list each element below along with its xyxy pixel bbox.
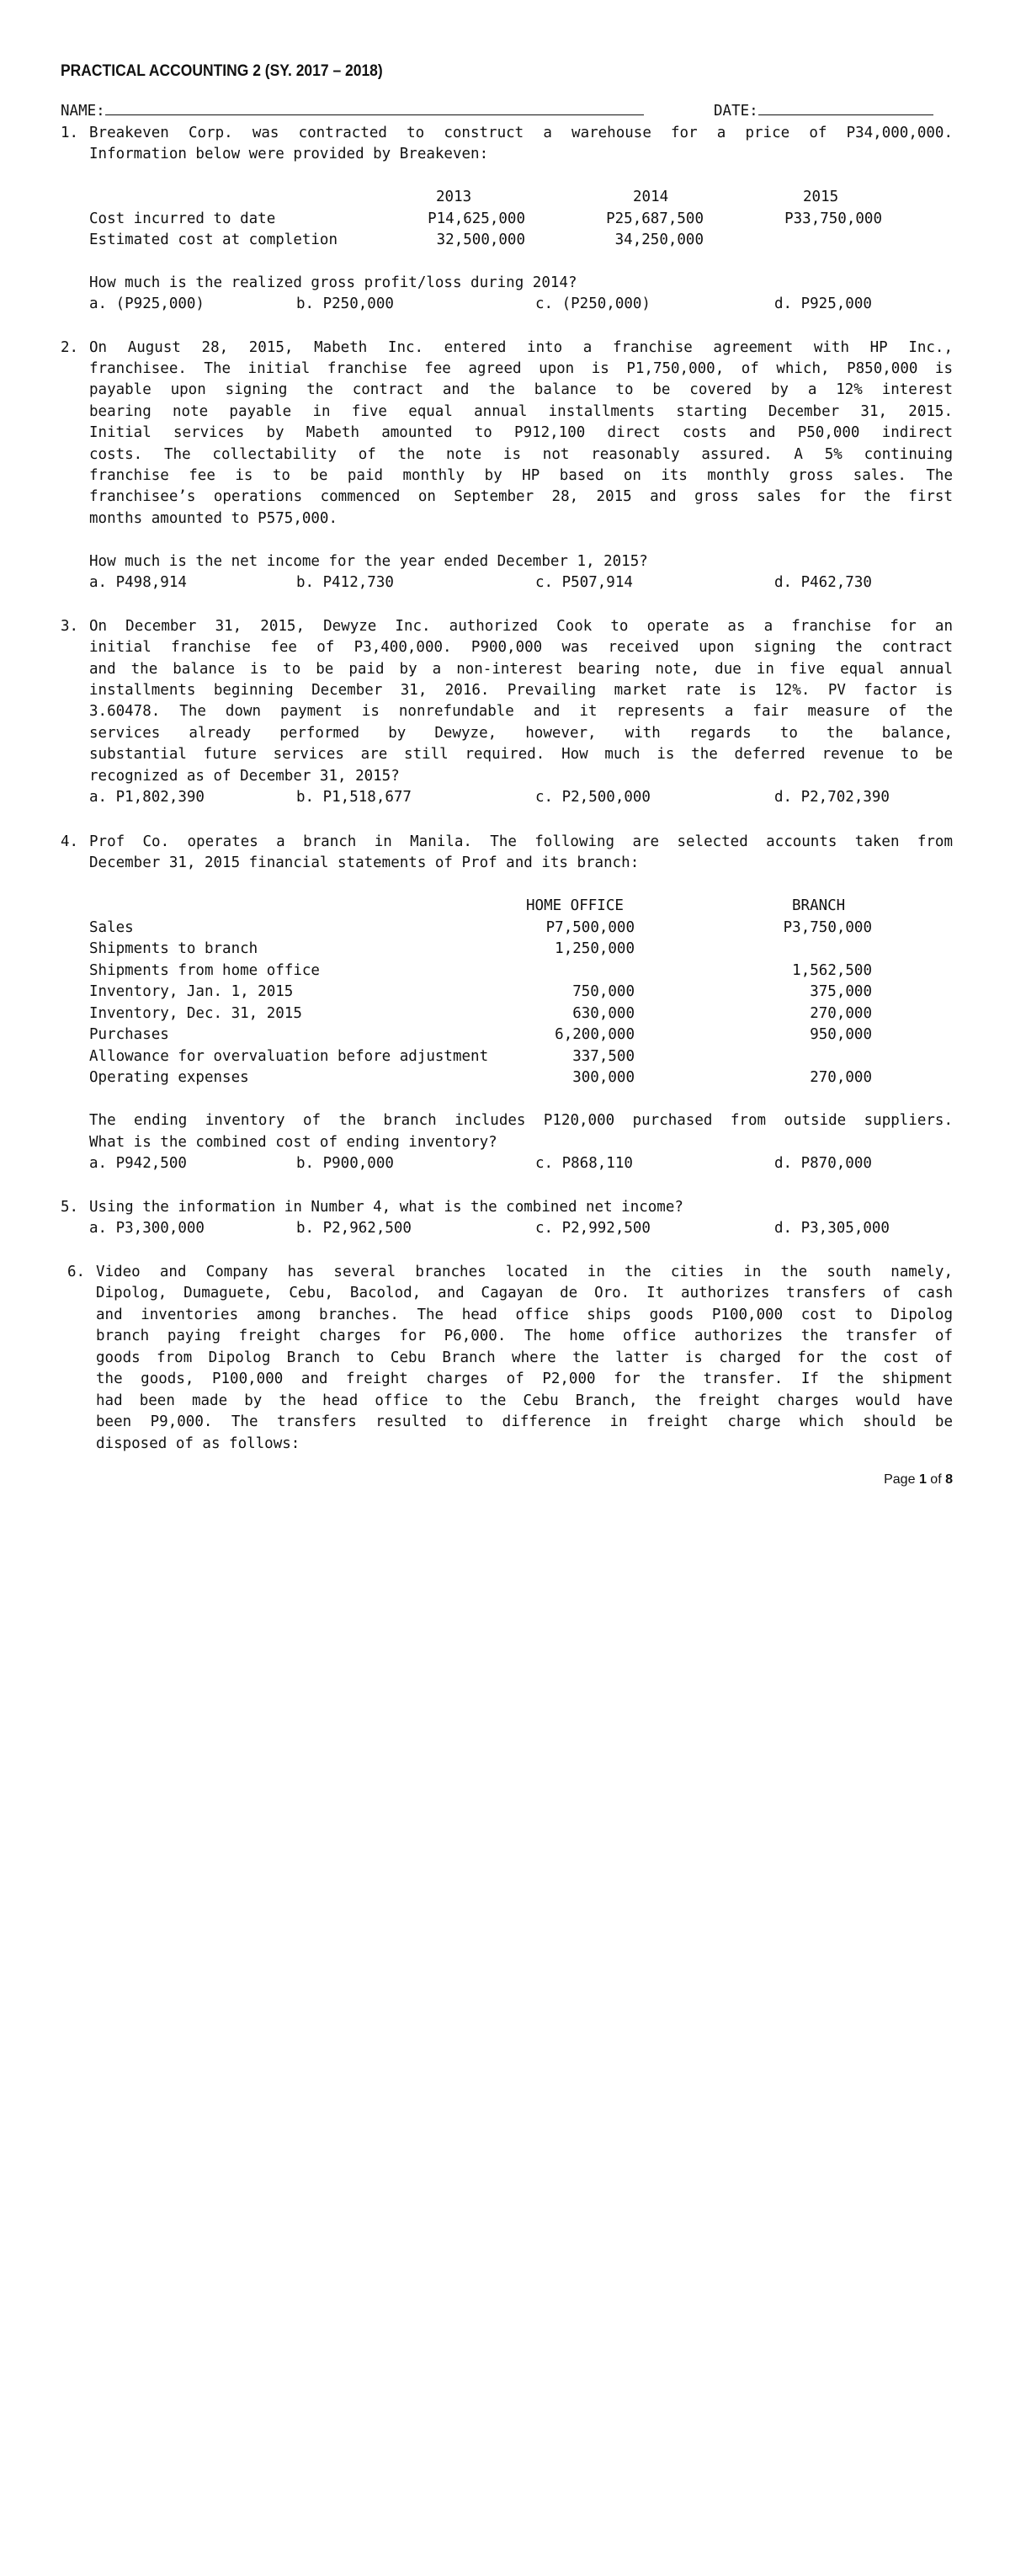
date-line (714, 101, 933, 120)
document-title: PRACTICAL ACCOUNTING 2 (SY. 2017 – 2018) (61, 62, 383, 80)
row-label: Allowance for overvaluation before adjustment (89, 1048, 489, 1065)
branch-value: 270,000 (810, 1005, 872, 1022)
question-text-line: Video and Company has several branches located in the cities in the south namely, (96, 1264, 953, 1280)
question-text-line: 3.60478. The down payment is nonrefundable and it represents a fair measure of the (89, 703, 953, 720)
question-text-line: the goods, P100,000 and freight charges of P2,000 for the transfer. If the shipment (96, 1370, 953, 1387)
table-cell: 34,250,000 (614, 232, 704, 248)
branch-value: 950,000 (810, 1026, 872, 1043)
question-text-line: and inventories among branches. The head office ships goods P100,000 cost to Dipolog (96, 1307, 953, 1323)
question-text-line: disposed of as follows: (96, 1435, 300, 1452)
question-prompt: What is the combined cost of ending inventory? (89, 1134, 497, 1151)
question-text-line: months amounted to P575,000. (89, 510, 338, 527)
question-text-line: The ending inventory of the branch includes P120,000 purchased from outside suppliers. (89, 1112, 953, 1129)
question-text-line: Prof Co. operates a branch in Manila. The following are selected accounts taken from (89, 833, 953, 850)
question-text-line: installments beginning December 31, 2016. Prevailing market rate is 12%. PV factor is (89, 682, 953, 699)
question-text-line: costs. The collectability of the note is not reasonably assured. A 5% continuing (89, 446, 953, 463)
row-label: Cost incurred to date (89, 210, 276, 227)
question-text-line: branch paying freight charges for P6,000. The home office authorizes the transfer of (96, 1328, 953, 1344)
column-header-home-office: HOME OFFICE (526, 897, 624, 914)
question-number: 4. (61, 833, 79, 850)
date-blank[interactable] (758, 101, 933, 115)
answer-option-d[interactable]: d. P2,702,390 (774, 789, 890, 806)
question-prompt: How much is the realized gross profit/loss during 2014? (89, 274, 577, 291)
page-word: Page (884, 1472, 916, 1487)
accounts-table (0, 919, 1010, 2088)
home-office-value: 1,250,000 (555, 940, 635, 957)
question-text-line: recognized as of December 31, 2015? (89, 768, 400, 785)
table-cell: P14,625,000 (428, 210, 525, 227)
home-office-value: P7,500,000 (545, 919, 635, 936)
row-label: Inventory, Dec. 31, 2015 (89, 1005, 302, 1022)
answer-option-b[interactable]: b. P1,518,677 (296, 789, 412, 806)
home-office-value: 300,000 (572, 1069, 635, 1086)
answer-option-a[interactable]: a. P1,802,390 (89, 789, 205, 806)
date-label: DATE: (714, 103, 758, 120)
answer-option-c[interactable]: c. P868,110 (535, 1155, 633, 1172)
row-label: Sales (89, 919, 134, 936)
question-text-line: Dipolog, Dumaguete, Cebu, Bacolod, and Cagayan de Oro. It authorizes transfers of cash (96, 1285, 953, 1301)
row-label: Purchases (89, 1026, 169, 1043)
answer-option-b[interactable]: b. P900,000 (296, 1155, 394, 1172)
row-label: Estimated cost at completion (89, 232, 338, 248)
answer-option-b[interactable]: b. P250,000 (296, 295, 394, 312)
question-text-line: payable upon signing the contract and the balance to be covered by a 12% interest (89, 381, 953, 398)
question-text-line: Information below were provided by Breakeven: (89, 146, 489, 162)
question-prompt: How much is the net income for the year ended December 1, 2015? (89, 553, 648, 570)
answer-option-d[interactable]: d. P925,000 (774, 295, 872, 312)
answer-option-c[interactable]: c. P507,914 (535, 574, 633, 591)
table-cell: P25,687,500 (606, 210, 704, 227)
row-label: Inventory, Jan. 1, 2015 (89, 983, 294, 1000)
question-text-line: and the balance is to be paid by a non-interest bearing note, due in five equal annual (89, 661, 953, 678)
question-text-line: franchisee. The initial franchise fee agreed upon is P1,750,000, of which, P850,000 is (89, 360, 953, 377)
home-office-value: 630,000 (572, 1005, 635, 1022)
page-footer (884, 1472, 953, 1488)
answer-option-a[interactable]: a. P3,300,000 (89, 1220, 205, 1237)
home-office-value: 750,000 (572, 983, 635, 1000)
answer-option-d[interactable]: d. P870,000 (774, 1155, 872, 1172)
answer-option-b[interactable]: b. P2,962,500 (296, 1220, 412, 1237)
branch-value: P3,750,000 (783, 919, 872, 936)
question-number: 3. (61, 618, 79, 635)
answer-option-c[interactable]: c. P2,992,500 (535, 1220, 651, 1237)
year-header: 2015 (803, 189, 839, 205)
answer-option-c[interactable]: c. P2,500,000 (535, 789, 651, 806)
page-number: 1 (918, 1472, 927, 1487)
question-text-line: December 31, 2015 financial statements of Prof and its branch: (89, 854, 640, 871)
answer-option-a[interactable]: a. P942,500 (89, 1155, 187, 1172)
question-text-line: initial franchise fee of P3,400,000. P900,000 was received upon signing the contract (89, 639, 953, 656)
name-line (61, 101, 644, 120)
question-text-line: On August 28, 2015, Mabeth Inc. entered into a franchise agreement with HP Inc., (89, 339, 953, 356)
answer-option-b[interactable]: b. P412,730 (296, 574, 394, 591)
branch-value: 1,562,500 (792, 962, 872, 979)
answer-option-a[interactable]: a. (P925,000) (89, 295, 205, 312)
name-blank[interactable] (105, 101, 644, 115)
table-cell: P33,750,000 (784, 210, 882, 227)
question-text-line: Breakeven Corp. was contracted to construct a warehouse for a price of P34,000,000. (89, 125, 953, 141)
question-text-line: franchisee’s operations commenced on September 28, 2015 and gross sales for the first (89, 488, 953, 505)
answer-option-d[interactable]: d. P462,730 (774, 574, 872, 591)
question-text-line: On December 31, 2015, Dewyze Inc. authorized Cook to operate as a franchise for an (89, 618, 953, 635)
branch-value: 270,000 (810, 1069, 872, 1086)
question-text-line: Initial services by Mabeth amounted to P912,100 direct costs and P50,000 indirect (89, 424, 953, 441)
question-text-line: had been made by the head office to the Cebu Branch, the freight charges would have (96, 1392, 953, 1409)
row-label: Shipments from home office (89, 962, 320, 979)
year-header: 2014 (633, 189, 669, 205)
question-number: 2. (61, 339, 79, 356)
home-office-value: 337,500 (572, 1048, 635, 1065)
answer-option-c[interactable]: c. (P250,000) (535, 295, 651, 312)
of-word: of (930, 1472, 942, 1487)
question-number: 6. (67, 1264, 86, 1280)
question-prompt: Using the information in Number 4, what is the combined net income? (89, 1199, 683, 1216)
question-text-line: services already performed by Dewyze, however, with regards to the balance, (89, 725, 953, 742)
year-header: 2013 (436, 189, 472, 205)
branch-value: 375,000 (810, 983, 872, 1000)
name-label: NAME: (61, 103, 105, 120)
question-text-line: substantial future services are still required. How much is the deferred revenue to be (89, 746, 953, 763)
question-text-line: been P9,000. The transfers resulted to difference in freight charge which should be (96, 1413, 953, 1430)
total-pages: 8 (945, 1472, 953, 1487)
question-text-line: goods from Dipolog Branch to Cebu Branch where the latter is charged for the cost of (96, 1349, 953, 1366)
row-label: Operating expenses (89, 1069, 249, 1086)
answer-option-d[interactable]: d. P3,305,000 (774, 1220, 890, 1237)
home-office-value: 6,200,000 (555, 1026, 635, 1043)
question-text-line: franchise fee is to be paid monthly by HP based on its monthly gross sales. The (89, 467, 953, 484)
answer-option-a[interactable]: a. P498,914 (89, 574, 187, 591)
question-number: 1. (61, 125, 79, 141)
question-text-line: bearing note payable in five equal annual installments starting December 31, 2015. (89, 403, 953, 420)
row-label: Shipments to branch (89, 940, 258, 957)
table-cell: 32,500,000 (436, 232, 525, 248)
column-header-branch: BRANCH (792, 897, 846, 914)
question-4 (0, 833, 1010, 2239)
question-number: 5. (61, 1199, 79, 1216)
